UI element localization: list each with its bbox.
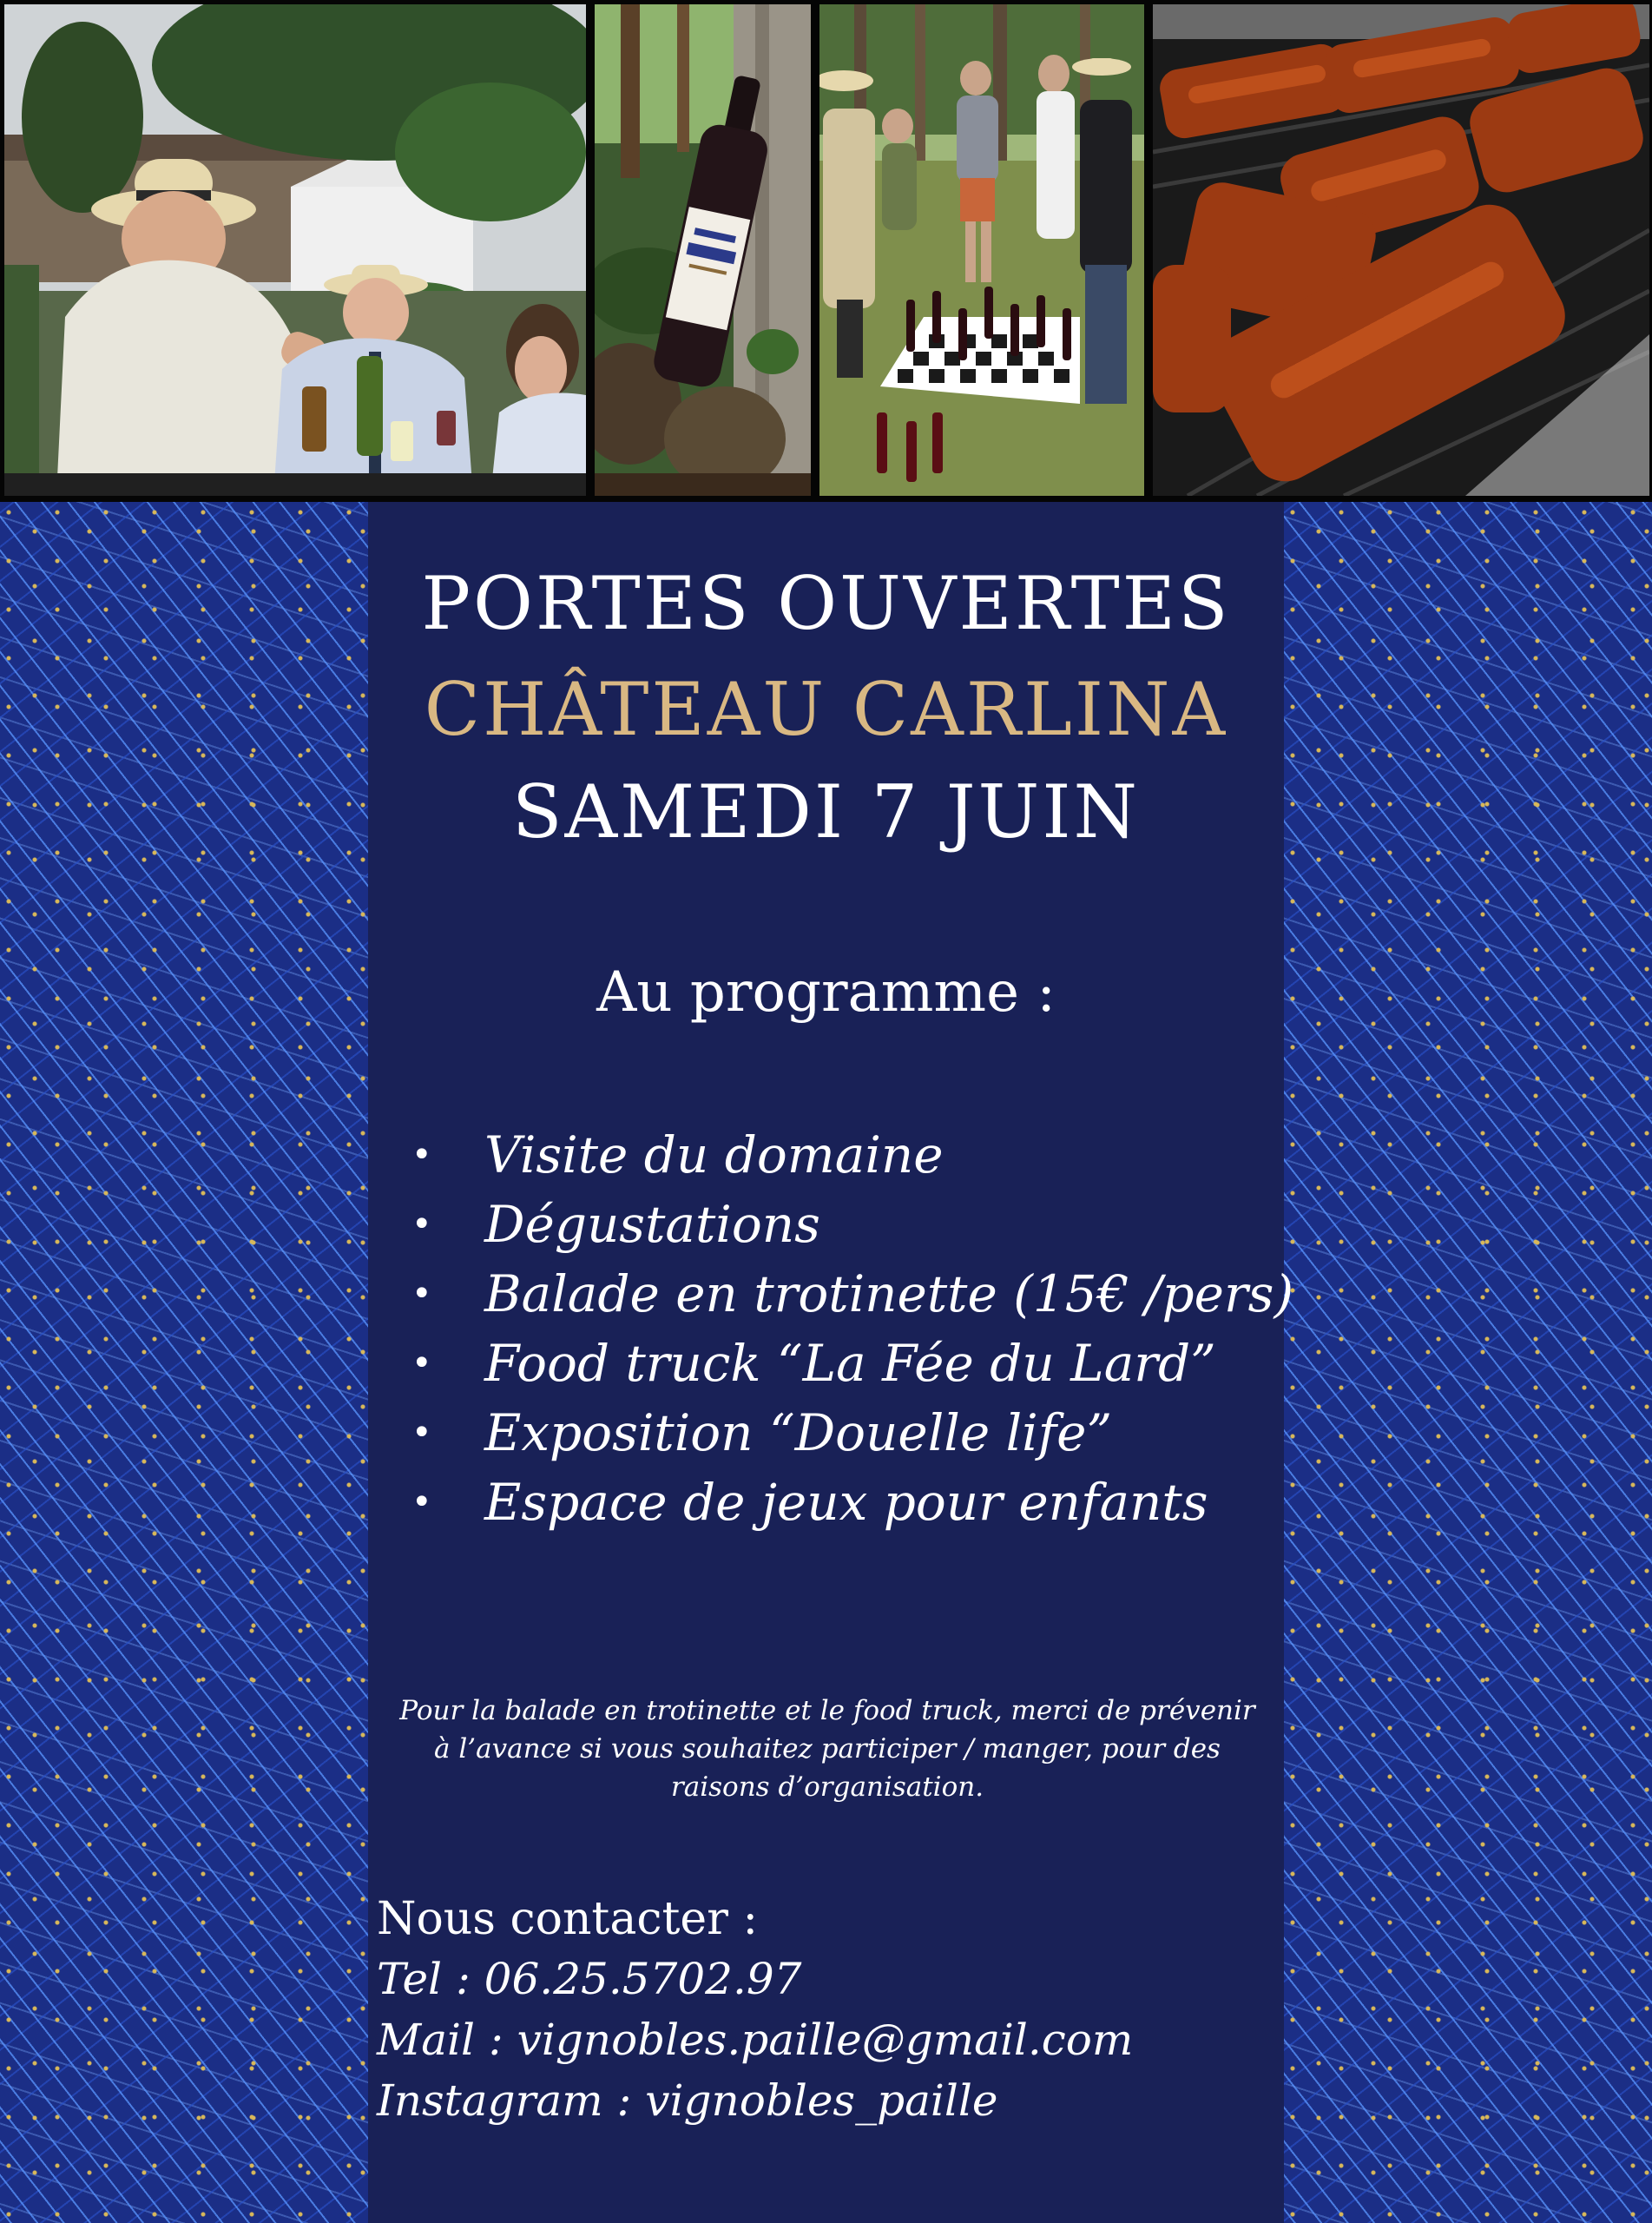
title-date: SAMEDI 7 JUIN xyxy=(511,769,1141,854)
program-item-visit xyxy=(408,1120,1293,1190)
contact-instagram: Instagram : vignobles_paille xyxy=(377,2075,998,2126)
program-item-exhibition xyxy=(408,1398,1293,1468)
program-item-kids-area xyxy=(408,1468,1293,1537)
program-item-food-truck xyxy=(408,1329,1293,1398)
bullet-icon: • xyxy=(411,1413,432,1453)
program-item-label: Espace de jeux pour enfants xyxy=(484,1473,1208,1532)
bullet-icon: • xyxy=(411,1482,432,1522)
note-line: Pour la balade en trotinette et le food truck, merci de prévenir xyxy=(399,1695,1255,1726)
title-chateau-name: CHÂTEAU CARLINA xyxy=(424,667,1228,752)
bullet-icon: • xyxy=(411,1274,432,1314)
note-line: à l’avance si vous souhaitez participer / manger, pour des xyxy=(434,1733,1221,1765)
title-open-house: PORTES OUVERTES xyxy=(421,561,1231,646)
program-item-label: Dégustations xyxy=(484,1195,820,1254)
note-line: raisons d’organisation. xyxy=(670,1771,984,1803)
right-pattern-panel xyxy=(1284,502,1652,2223)
reservation-note xyxy=(380,1692,1274,1806)
contact-phone: Tel : 06.25.5702.97 xyxy=(377,1954,802,2004)
contact-email: Mail : vignobles.paille@gmail.com xyxy=(377,2015,1134,2065)
bullet-icon: • xyxy=(411,1204,432,1244)
photo-guests-tasting xyxy=(4,4,586,496)
contact-heading: Nous contacter : xyxy=(377,1893,759,1945)
program-item-label: Balade en trotinette (15€ /pers) xyxy=(484,1264,1294,1323)
bullet-icon: • xyxy=(411,1135,432,1175)
photo-strip xyxy=(0,0,1652,502)
photo-wine-bottle xyxy=(595,4,811,496)
bullet-icon: • xyxy=(411,1343,432,1383)
program-item-scooter-ride xyxy=(408,1259,1293,1329)
program-heading: Au programme : xyxy=(596,960,1056,1025)
left-pattern-panel xyxy=(0,502,368,2223)
photo-bottle-chess-game xyxy=(819,4,1144,496)
program-item-label: Visite du domaine xyxy=(484,1125,944,1184)
program-item-label: Exposition “Douelle life” xyxy=(484,1403,1113,1462)
program-list xyxy=(408,1120,1293,1537)
program-item-tastings xyxy=(408,1190,1293,1259)
program-item-label: Food truck “La Fée du Lard” xyxy=(484,1334,1216,1393)
photo-bbq-grill xyxy=(1153,4,1649,496)
flyer-content xyxy=(368,502,1294,2223)
